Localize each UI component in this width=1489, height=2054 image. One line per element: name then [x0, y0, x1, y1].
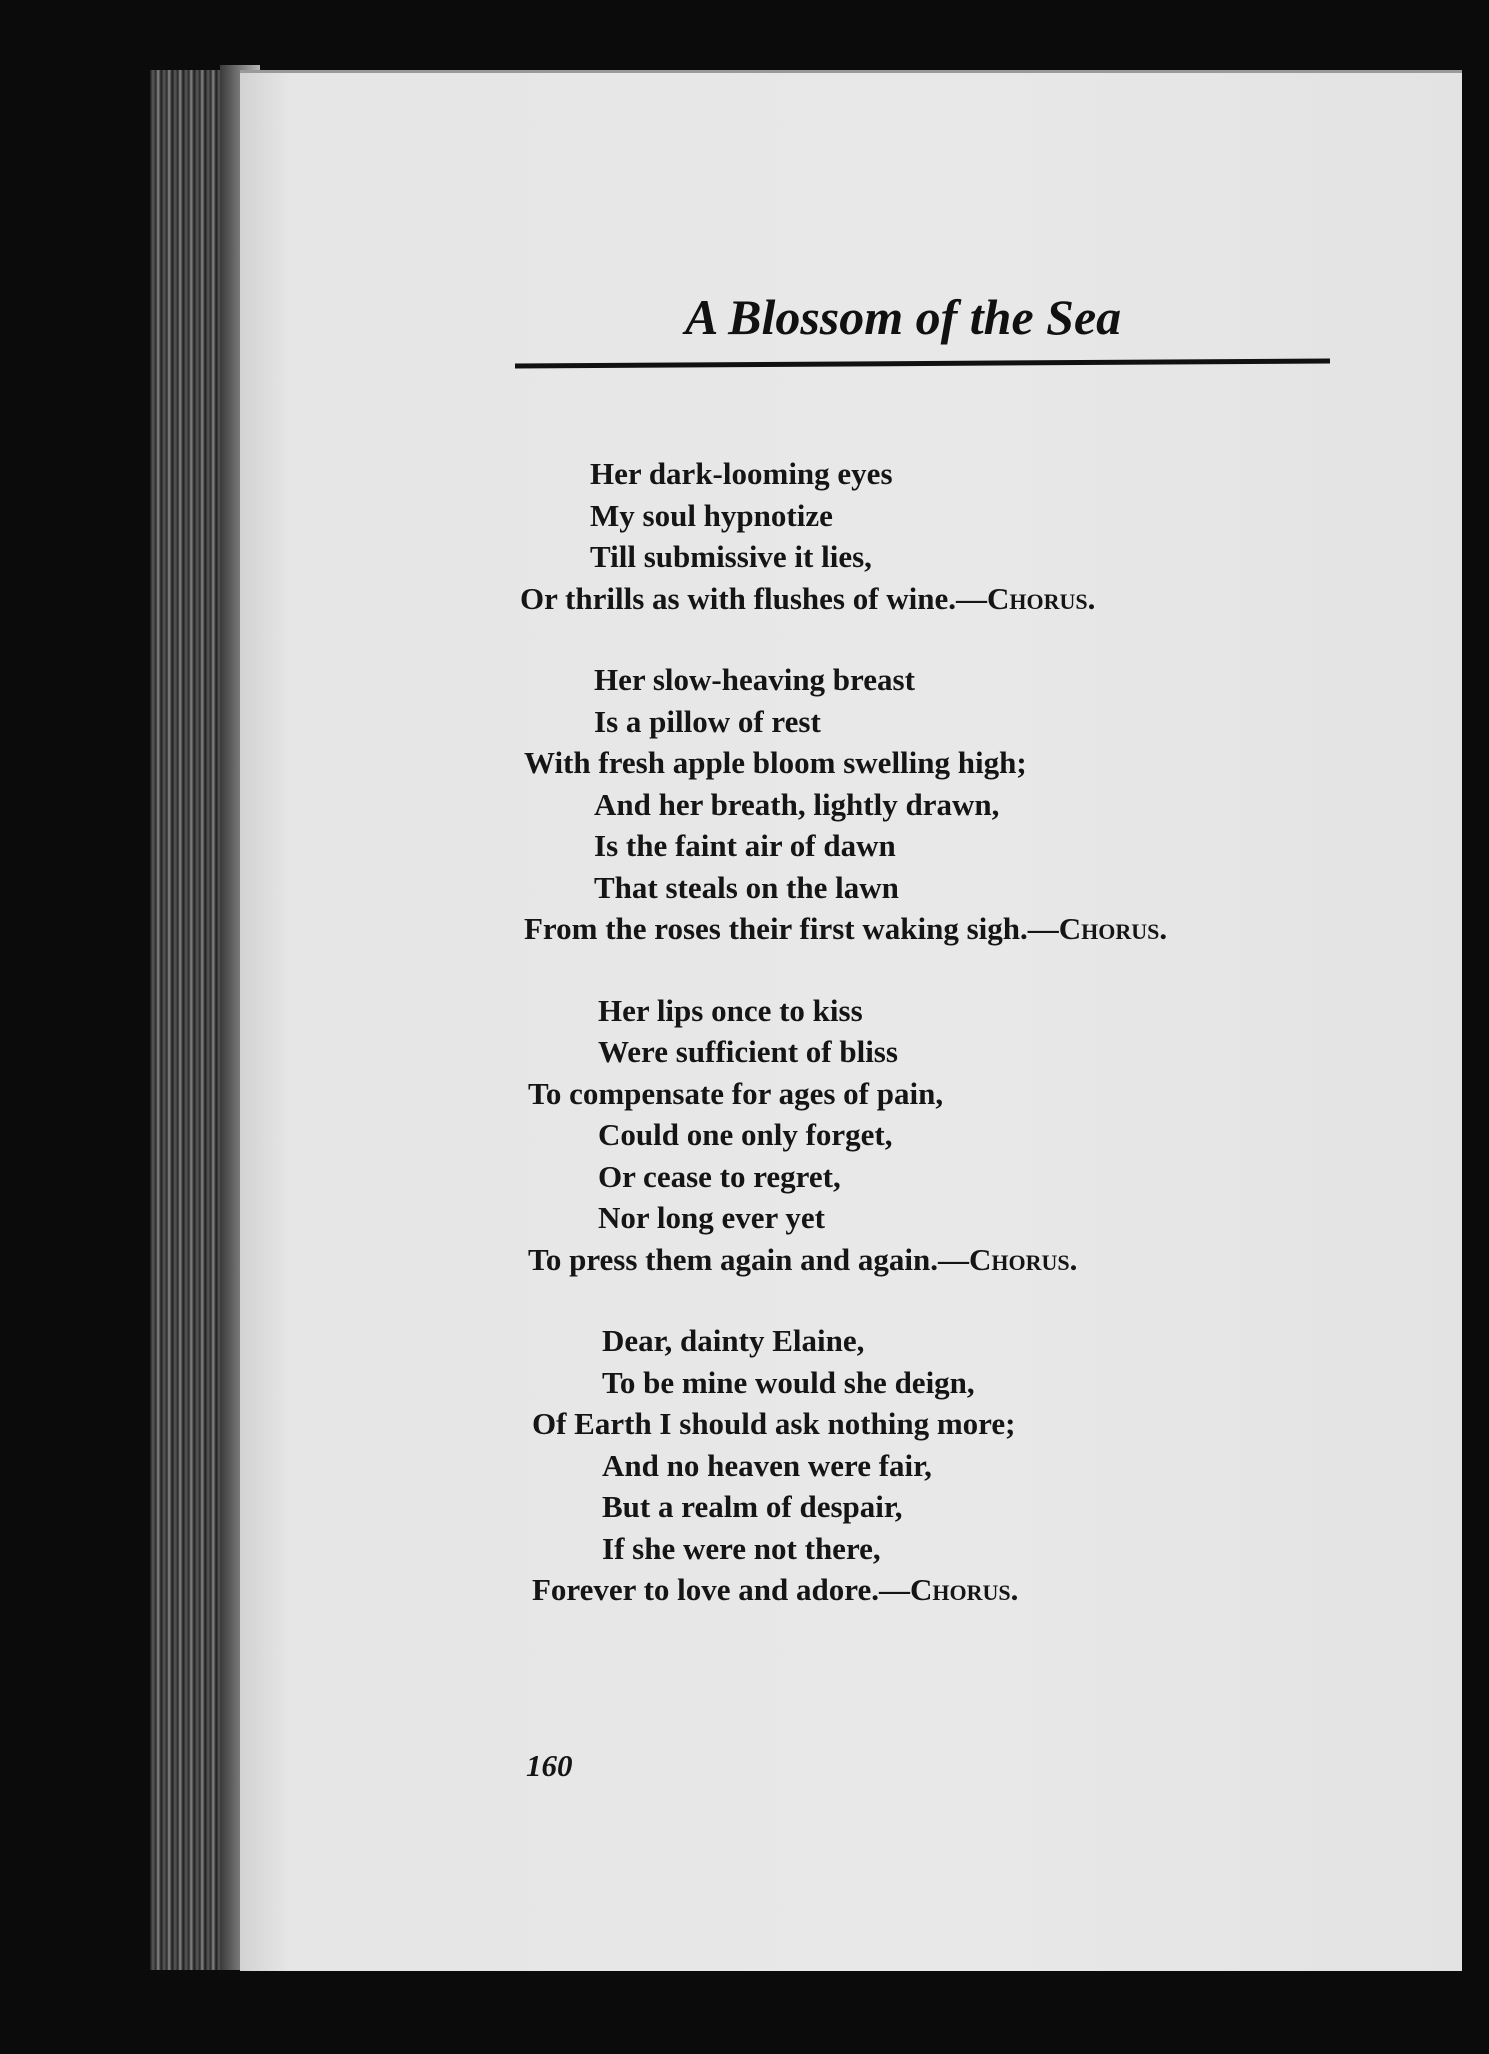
chorus-marker: Chorus. [969, 1241, 1078, 1277]
poem-line-text: To compensate for ages of pain, [528, 1075, 944, 1111]
poem-line-text: My soul hypnotize [590, 497, 833, 533]
poem-line-text: Of Earth I should ask nothing more; [532, 1406, 1016, 1441]
poem-line-text: If she were not there, [602, 1530, 881, 1566]
poem-line [240, 1445, 1462, 1487]
poem-line [240, 784, 1462, 826]
poem-line [240, 867, 1462, 909]
poem-line-text: With fresh apple bloom swelling high; [524, 745, 1027, 780]
poem-line-text: Her dark-looming eyes [590, 456, 893, 491]
poem-line [240, 1486, 1462, 1528]
poem-line [240, 1403, 1462, 1445]
poem-line [240, 908, 1462, 950]
poem-line [240, 536, 1462, 578]
poem-line-text: Could one only forget, [598, 1117, 893, 1152]
poem-line-text: To press them again and again.— [528, 1241, 969, 1277]
poem-line [240, 659, 1462, 701]
poem-line [240, 1528, 1462, 1570]
poem-line-text: Her slow-heaving breast [594, 662, 915, 697]
poem-line [240, 578, 1462, 620]
poem-line [240, 1239, 1462, 1281]
stanza [240, 453, 1462, 619]
stanza [240, 1320, 1462, 1611]
poem-line [240, 1114, 1462, 1156]
stanza [240, 659, 1462, 950]
poem-line [240, 1156, 1462, 1198]
running-head-title: A Blossom of the Sea [685, 289, 1122, 345]
poem-line-text: But a realm of despair, [602, 1489, 903, 1524]
poem-line-text: To be mine would she deign, [602, 1364, 975, 1400]
poem-line [240, 1197, 1462, 1239]
poem-line-text: From the roses their first waking sigh.— [524, 911, 1059, 946]
poem-line-text: Is the faint air of dawn [594, 828, 896, 863]
chorus-marker: Chorus. [1058, 911, 1168, 946]
poem-line-text: Forever to love and adore.— [532, 1572, 910, 1607]
poem-line [240, 1362, 1462, 1404]
poem-line-text: And her breath, lightly drawn, [594, 786, 1000, 822]
poem-line [240, 742, 1462, 784]
chorus-marker: Chorus. [987, 580, 1096, 616]
poem-line [240, 453, 1462, 495]
poem-body [240, 453, 1462, 1651]
poem-line [240, 825, 1462, 867]
poem-line [240, 495, 1462, 537]
poem-line-text: Or thrills as with flushes of wine.— [520, 580, 988, 616]
poem-line-text: That steals on the lawn [594, 869, 899, 905]
stanza [240, 990, 1462, 1281]
poem-line [240, 1320, 1462, 1362]
book-page [240, 70, 1462, 1971]
poem-line-text: Her lips once to kiss [598, 992, 863, 1028]
book-page-edges [150, 70, 230, 1970]
poem-line-text: Were sufficient of bliss [598, 1034, 898, 1069]
poem-line [240, 1073, 1462, 1115]
poem-line [240, 701, 1462, 743]
poem-line-text: Nor long ever yet [598, 1200, 825, 1235]
poem-line [240, 1569, 1462, 1611]
chorus-marker: Chorus. [909, 1572, 1019, 1607]
poem-line-text: Dear, dainty Elaine, [602, 1323, 865, 1358]
poem-line [240, 990, 1462, 1032]
poem-line-text: Till submissive it lies, [590, 539, 872, 574]
poem-line-text: Or cease to regret, [598, 1158, 841, 1194]
head-rule [515, 359, 1330, 369]
poem-line [240, 1031, 1462, 1073]
page-number: 160 [526, 1748, 573, 1783]
poem-line-text: Is a pillow of rest [594, 703, 821, 739]
poem-line-text: And no heaven were fair, [602, 1447, 932, 1483]
